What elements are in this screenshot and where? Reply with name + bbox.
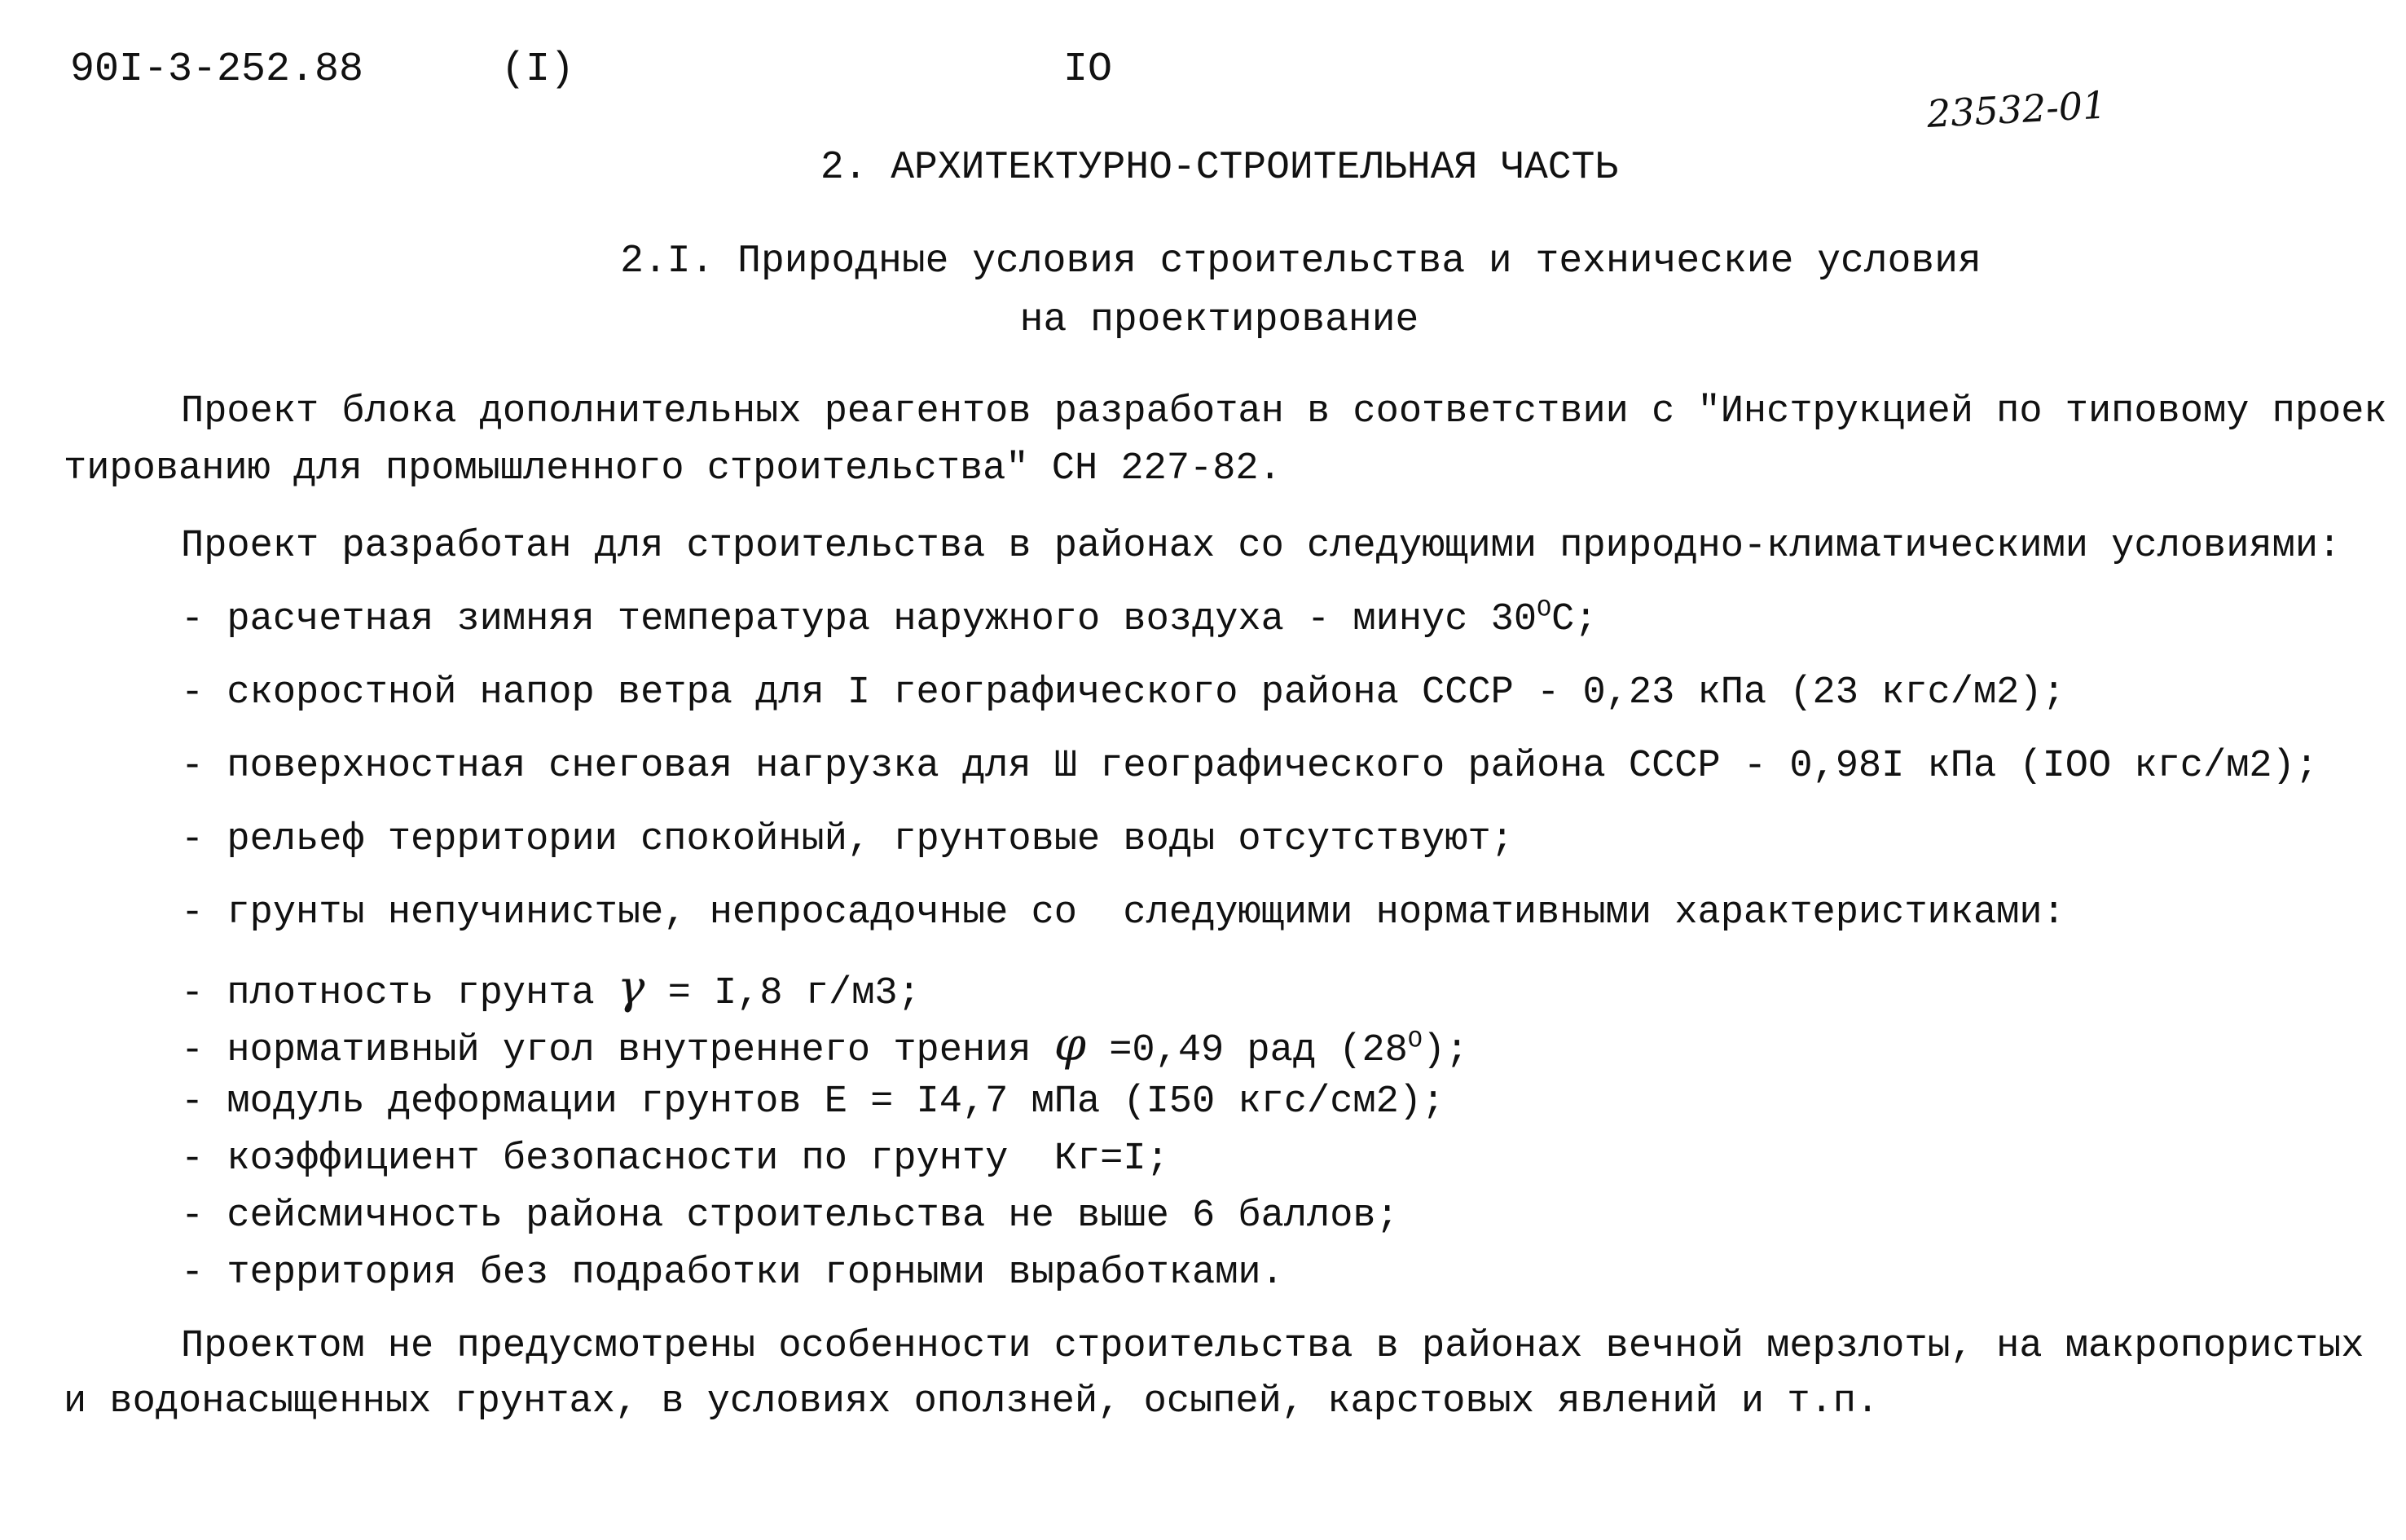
page-number: IO bbox=[1063, 46, 1113, 93]
paragraph-1-line-1: Проект блока дополнительных реагентов разработан в соответствии с "Инструкцией по типовому проек bbox=[181, 390, 2387, 433]
item-snow-load: - поверхностная снеговая нагрузка для Ш географического района СССР - 0,98I кПа (IOO кгс/м2); bbox=[181, 745, 2319, 788]
gamma-symbol: γ bbox=[617, 966, 645, 1014]
item-soil-density-text: - плотность грунта bbox=[181, 972, 618, 1015]
document-code: 90I-3-252.88 bbox=[70, 46, 364, 93]
item-mining: - территория без подработки горными выработками. bbox=[181, 1252, 1284, 1295]
phi-symbol: φ bbox=[1053, 1023, 1086, 1071]
item-soils: - грунты непучинистые, непросадочные со следующими нормативными характеристиками: bbox=[181, 891, 2065, 935]
item-soil-density-value: = I,8 г/м3; bbox=[644, 972, 921, 1015]
paragraph-3-line-1: Проектом не предусмотрены особенности строительства в районах вечной мерзлоты, на макропористых bbox=[181, 1325, 2364, 1368]
item-deformation-modulus: - модуль деформации грунтов Е = I4,7 мПа (I50 кгс/см2); bbox=[181, 1080, 1445, 1124]
subsection-title-line-1: 2.I. Природные условия строительства и технические условия bbox=[620, 240, 1982, 284]
copy-number: (I) bbox=[501, 46, 575, 93]
item-seismicity: - сейсмичность района строительства не выше 6 баллов; bbox=[181, 1195, 1399, 1238]
item-wind-pressure: - скоростной напор ветра для I географического района СССР - 0,23 кПа (23 кгс/м2); bbox=[181, 671, 2065, 715]
handwritten-number: 23532-01 bbox=[1925, 82, 2108, 136]
degree-sup: O bbox=[1407, 1027, 1423, 1055]
item-winter-temperature-text: - расчетная зимняя температура наружного воздуха - минус 30 bbox=[181, 598, 1537, 641]
paragraph-1-line-2: тированию для промышленного строительства" СН 227-82. bbox=[64, 447, 1282, 491]
item-friction-angle-end: ); bbox=[1422, 1029, 1469, 1072]
item-soil-density bbox=[181, 966, 921, 1017]
paragraph-3-line-2: и водонасыщенных грунтах, в условиях оползней, осыпей, карстовых явлений и т.п. bbox=[64, 1380, 1880, 1423]
item-winter-temperature-unit: C; bbox=[1551, 598, 1598, 641]
item-relief: - рельеф территории спокойный, грунтовые воды отсутствуют; bbox=[181, 818, 1514, 861]
section-title: 2. АРХИТЕКТУРНО-СТРОИТЕЛЬНАЯ ЧАСТЬ bbox=[820, 146, 1619, 190]
item-friction-angle bbox=[181, 1023, 1468, 1074]
degree-sup: O bbox=[1537, 597, 1552, 624]
item-friction-angle-value: =0,49 рад (28 bbox=[1086, 1029, 1408, 1072]
item-winter-temperature bbox=[181, 597, 1598, 643]
item-safety-factor: - коэффициент безопасности по грунту Кг=I; bbox=[181, 1137, 1169, 1181]
item-friction-angle-text: - нормативный угол внутреннего трения bbox=[181, 1029, 1054, 1072]
paragraph-2: Проект разработан для строительства в районах со следующими природно-климатическими условиями: bbox=[181, 525, 2342, 568]
subsection-title-line-2: на проектирование bbox=[1019, 298, 1419, 342]
